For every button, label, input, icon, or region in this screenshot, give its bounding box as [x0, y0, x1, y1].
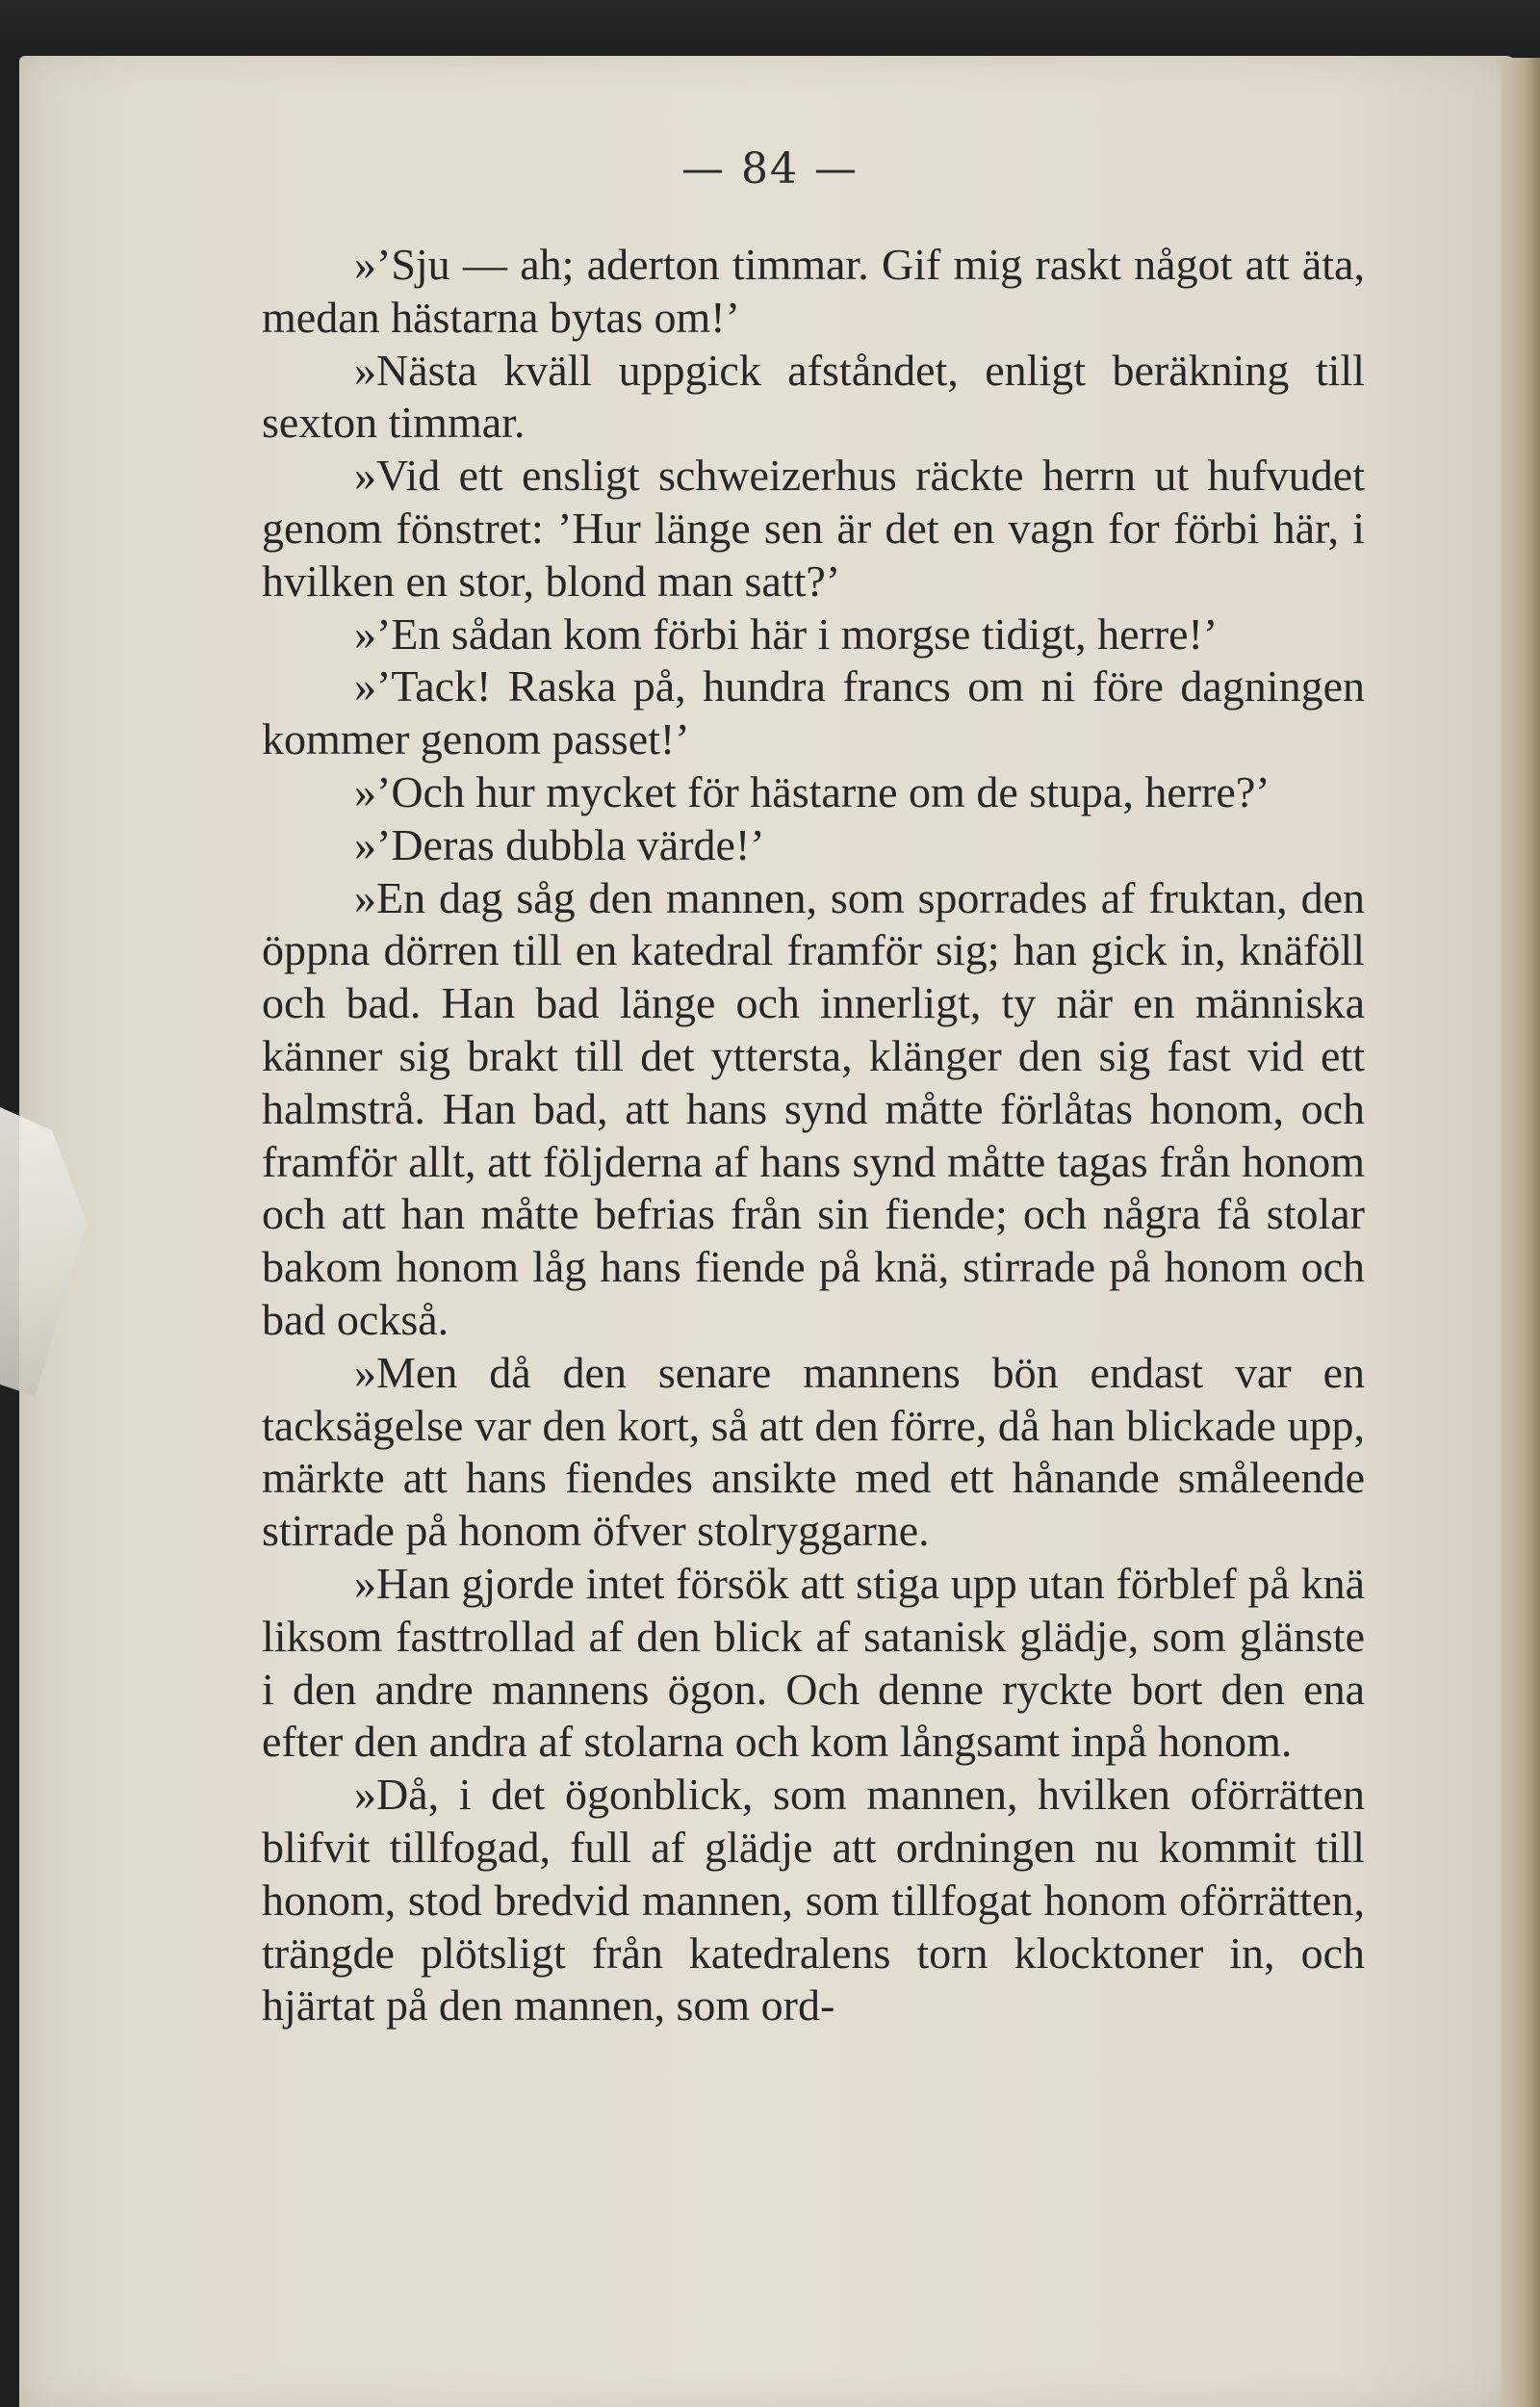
paragraph: »’Och hur mycket för hästarne om de stupa, herre?’ — [354, 766, 1270, 816]
paragraph: »Han gjorde intet försök att stiga upp utan förblef på knä liksom fasttrollad af den blick af satanisk glädje, som glänste i den andre mannens ögon. Och denne ryckte bort den ena efter den andra af stolarna och kom långsamt inpå honom. — [262, 1558, 1365, 1767]
body-text — [262, 239, 1365, 2032]
page-number: — 84 — — [681, 144, 859, 194]
paragraph: »Men då den senare mannens bön endast var en tacksägelse var den kort, så att den förre, då han blickade upp, märkte att hans fiendes ansikte med ett hånande småleende stirrade på honom öfver stolryggarne. — [262, 1347, 1365, 1556]
paragraph: »Vid ett ensligt schweizerhus räckte herrn ut hufvudet genom fönstret: ’Hur länge sen är det en vagn for förbi här, i hvilken en stor, blond man satt?’ — [262, 451, 1365, 606]
paragraph: »Nästa kväll uppgick afståndet, enligt beräkning till sexton timmar. — [262, 345, 1365, 448]
paragraph: »En dag såg den mannen, som sporrades af fruktan, den öppna dörren till en katedral framför sig; han gick in, knäföll och bad. Han bad länge och innerligt, ty när en människa känner sig brakt till det yttersta, klänger den sig fast vid ett halmstrå. Han bad, att hans synd måtte förlåtas honom, och framför allt, att följderna af hans synd måtte tagas från honom och att han måtte befrias från sin fiende; och några få stolar bakom honom låg hans fiende på knä, stirrade på honom och bad också. — [262, 872, 1365, 1344]
paragraph: »’Deras dubbla värde!’ — [354, 819, 765, 869]
paragraph: »Då, i det ögonblick, som mannen, hvilken oförrätten blifvit tillfogad, full af glädje att ordningen nu kommit till honom, stod bredvid mannen, som tillfogat honom oförrätten, trängde plötsligt från katedralens torn klocktoner in, och hjärtat på den mannen, som ord- — [262, 1770, 1365, 2031]
paragraph: »’Tack! Raska på, hundra francs om ni före dagningen kommer genom passet!’ — [262, 661, 1365, 764]
page-edge-right — [1502, 58, 1540, 2407]
paragraph: »’En sådan kom förbi här i morgse tidigt, herre!’ — [354, 608, 1219, 659]
paragraph: »’Sju — ah; aderton timmar. Gif mig raskt något att äta, medan hästarna bytas om!’ — [262, 240, 1365, 342]
